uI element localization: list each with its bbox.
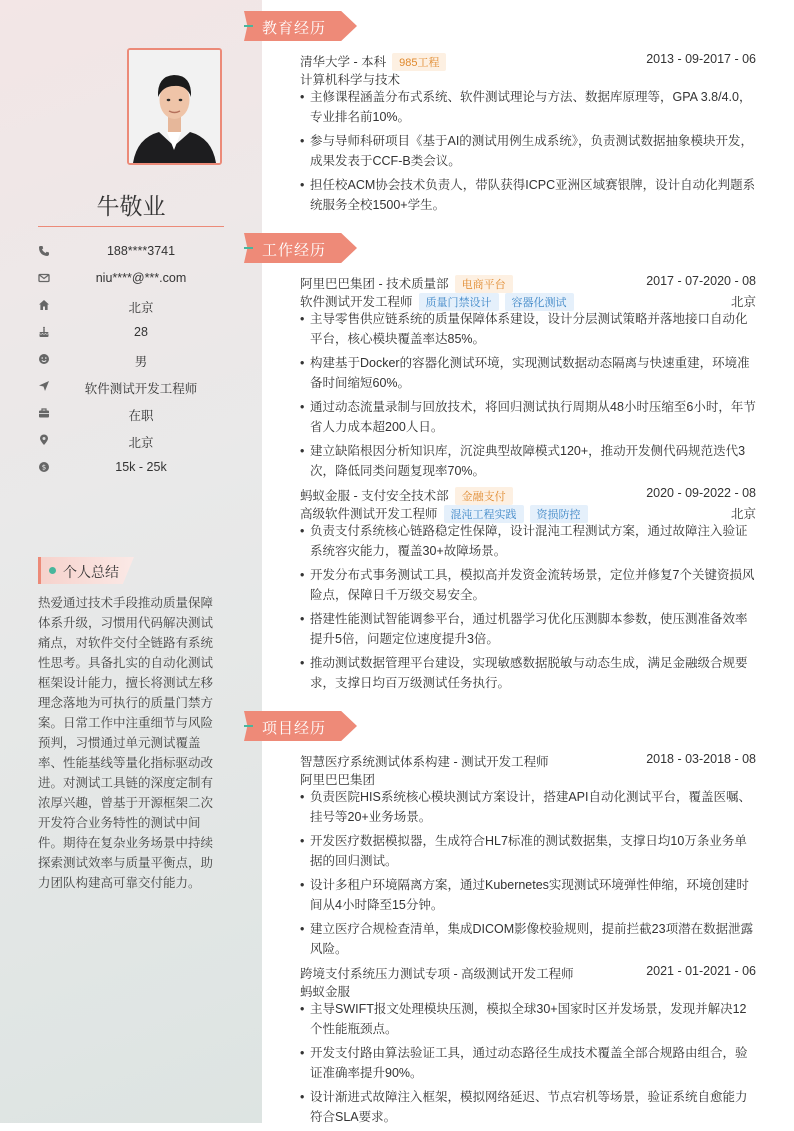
home-value: 北京 [128, 301, 154, 315]
salary-value: 15k - 25k [115, 460, 167, 474]
project-org-line [300, 981, 756, 999]
money-icon [38, 461, 50, 473]
skill-tag: 混沌工程实践 [444, 505, 524, 523]
list-item: • 开发支付路由算法验证工具，通过动态路径生成技术覆盖全部合规路由组合，验证准确率提升90%。 [300, 1043, 756, 1083]
job-role-line [300, 503, 756, 521]
job-company: 阿里巴巴集团 - 技术质量部 [300, 277, 449, 291]
summary-title: 个人总结 [63, 564, 119, 580]
education-date: 2013 - 09-2017 - 06 [646, 52, 756, 66]
info-phone [38, 242, 224, 262]
project-org-line [300, 769, 756, 787]
skill-tag: 资损防控 [530, 505, 588, 523]
email-value: niu****@***.com [95, 271, 187, 285]
location-icon [38, 434, 50, 446]
job-header [300, 485, 756, 503]
job-role: 软件测试开发工程师 [300, 295, 413, 309]
list-item: • 开发医疗数据模拟器，生成符合HL7标准的测试数据集，支撑日均10万条业务单据的回归测试。 [300, 831, 756, 871]
list-item: • 开发分布式事务测试工具，模拟高并发资金流转场景，定位并修复7个关键资损风险点，保障日千万级交易安全。 [300, 565, 756, 605]
cake-icon [38, 326, 50, 338]
skill-tag: 质量门禁设计 [419, 293, 499, 311]
list-item: • 设计多租户环境隔离方案，通过Kubernetes实现测试环境弹性伸缩，环境创建时间从4小时降至15分钟。 [300, 875, 756, 915]
info-status [38, 404, 224, 424]
list-item: • 建立缺陷根因分析知识库，沉淀典型故障模式120+，推动开发侧代码规范迭代3次，降低同类问题复现率70%。 [300, 441, 756, 481]
list-item: • 通过动态流量录制与回放技术，将回归测试执行周期从48小时压缩至6小时，年节省人力成本超200人日。 [300, 397, 756, 437]
info-home [38, 296, 224, 316]
info-location [38, 431, 224, 451]
list-item: • 参与导师科研项目《基于AI的测试用例生成系统》，负责测试数据抽象模块开发，成果发表于CCF-B类会议。 [300, 131, 756, 171]
mail-icon [38, 272, 50, 284]
location-value: 北京 [128, 436, 154, 450]
projects-heading [244, 711, 357, 741]
list-item: • 设计渐进式故障注入框架，模拟网络延迟、节点宕机等场景，验证系统自愈能力符合SLA要求。 [300, 1087, 756, 1127]
face-icon [38, 353, 50, 365]
work-title: 工作经历 [262, 242, 327, 259]
job-date: 2017 - 07-2020 - 08 [646, 274, 756, 288]
phone-value: 188****3741 [106, 244, 176, 258]
candidate-name: 牛敬业 [96, 193, 166, 219]
list-item: • 担任校ACM协会技术负责人，带队获得ICPC亚洲区域赛银牌，设计自动化判题系统服务全校1500+学生。 [300, 175, 756, 215]
list-item: • 主修课程涵盖分布式系统、软件测试理论与方法、数据库原理等，GPA 3.8/4.0，专业排名前10%。 [300, 87, 756, 127]
project-date: 2021 - 01-2021 - 06 [646, 964, 756, 978]
project-name: 跨境支付系统压力测试专项 - 高级测试开发工程师 [300, 967, 574, 981]
gender-value: 男 [134, 355, 148, 369]
summary-heading [38, 557, 134, 584]
bullet-dot-icon [49, 567, 56, 574]
education-bullets [300, 87, 756, 219]
job-bullets [300, 521, 756, 697]
project-date: 2018 - 03-2018 - 08 [646, 752, 756, 766]
job-tag: 金融支付 [455, 487, 513, 505]
project-org: 阿里巴巴集团 [300, 773, 376, 787]
list-item: • 负责支付系统核心链路稳定性保障，设计混沌工程测试方案，通过故障注入验证系统容灾能力，覆盖30+故障场景。 [300, 521, 756, 561]
list-item: • 主导零售供应链系统的质量保障体系建设，设计分层测试策略并落地接口自动化平台，核心模块覆盖率达85%。 [300, 309, 756, 349]
list-item: • 主导SWIFT报文处理模块压测，模拟全球30+国家时区并发场景，发现并解决12个性能瓶颈点。 [300, 999, 756, 1039]
info-salary [38, 458, 224, 478]
list-item: • 构建基于Docker的容器化测试环境，实现测试数据动态隔离与快速重建，环境准备时间缩短60%。 [300, 353, 756, 393]
job-date: 2020 - 09-2022 - 08 [646, 486, 756, 500]
send-icon [38, 380, 50, 392]
home-icon [38, 299, 50, 311]
info-age [38, 323, 224, 343]
status-value: 在职 [128, 409, 154, 423]
job-role-line [300, 291, 756, 309]
work-heading [244, 233, 357, 263]
svg-text:$: $ [41, 463, 47, 472]
job-tag: 电商平台 [455, 275, 513, 293]
age-value: 28 [134, 325, 148, 339]
projects-title: 项目经历 [262, 720, 327, 737]
school-tag: 985工程 [392, 53, 446, 71]
profile-photo [127, 48, 222, 165]
job-company: 蚂蚁金服 - 支付安全技术部 [300, 489, 449, 503]
job-city: 北京 [730, 507, 756, 521]
project-header [300, 751, 756, 769]
job-header [300, 273, 756, 291]
briefcase-icon [38, 407, 50, 419]
project-name: 智慧医疗系统测试体系构建 - 测试开发工程师 [300, 755, 549, 769]
job-role: 高级软件测试开发工程师 [300, 507, 438, 521]
list-item: • 推动测试数据管理平台建设，实现敏感数据脱敏与动态生成，满足金融级合规要求，支撑日均百万级测试任务执行。 [300, 653, 756, 693]
education-major-line [300, 69, 756, 87]
school-name: 清华大学 - 本科 [300, 55, 387, 69]
list-item: • 建立医疗合规检查清单，集成DICOM影像校验规则，提前拦截23项潜在数据泄露风险。 [300, 919, 756, 959]
phone-icon [38, 245, 50, 257]
list-item: • 负责医院HIS系统核心模块测试方案设计，搭建API自动化测试平台，覆盖医嘱、挂号等20+业务场景。 [300, 787, 756, 827]
info-gender [38, 350, 224, 370]
summary-text: 热爱通过技术手段推动质量保障体系升级，习惯用代码解决测试痛点，对软件交付全链路有系统性思考。具备扎实的自动化测试框架设计能力，擅长将测试左移理念落地为可执行的质量门禁方案。日常工作中注重细节与风险预判，习惯通过单元测试覆盖率、性能基线等量化指标驱动改进。对测试工具链的深度定制有浓厚兴趣，曾基于开源框架二次开发符合业务特性的测试中间件。期待在复杂业务场景中持续探索测试效率与质量平衡点，助力团队构建高可靠交付能力。 [38, 596, 214, 890]
project-header [300, 963, 756, 981]
major: 计算机科学与技术 [300, 73, 401, 87]
info-position [38, 377, 224, 397]
project-bullets [300, 999, 756, 1131]
position-value: 软件测试开发工程师 [84, 382, 198, 396]
sidebar [0, 0, 262, 1123]
job-bullets [300, 309, 756, 485]
project-bullets [300, 787, 756, 963]
job-city: 北京 [730, 295, 756, 309]
education-title: 教育经历 [262, 20, 327, 37]
education-header [300, 51, 756, 69]
name-divider [38, 226, 224, 227]
list-item: • 搭建性能测试智能调参平台，通过机器学习优化压测脚本参数，使压测准备效率提升5倍，问题定位速度提升3倍。 [300, 609, 756, 649]
education-heading [244, 11, 357, 41]
info-email [38, 269, 224, 289]
skill-tag: 容器化测试 [505, 293, 574, 311]
project-org: 蚂蚁金服 [300, 985, 351, 999]
